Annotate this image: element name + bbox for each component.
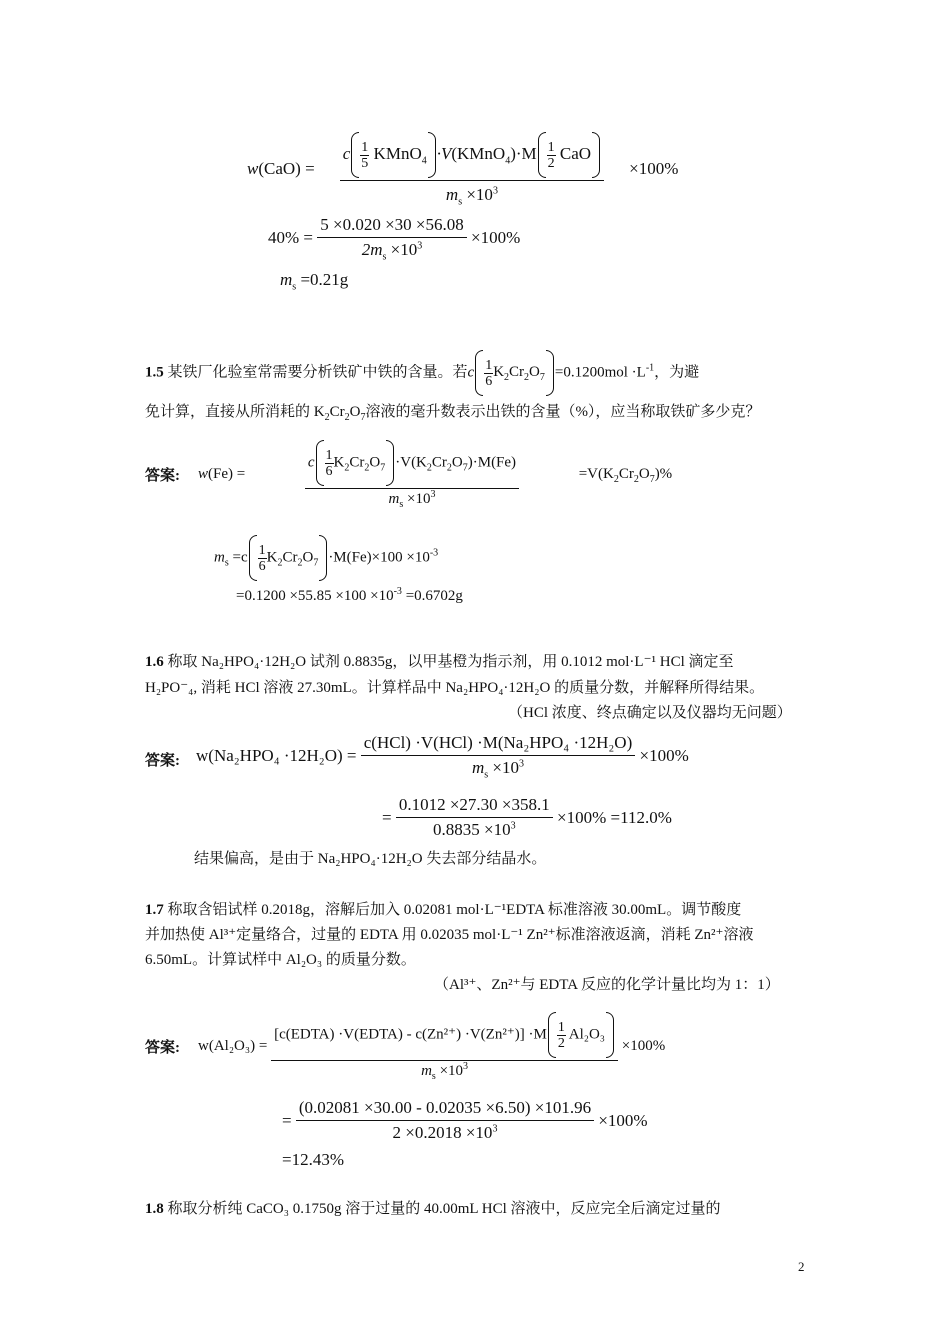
eq-al2o3-final: =12.43% — [282, 1150, 344, 1169]
eq-lhs: w(Fe) = — [198, 465, 246, 482]
eq-na2hpo4-result: = $\frac{0.1012 \times 27.30 \times 358.1}{0.8835 \times 10^3}$ ×100% =112.0% — [382, 795, 672, 839]
question-text: 称取 Na₂HPO₄·12H₂O 试剂 0.8835g，以甲基橙为指示剂，用 0.1012 mol·L⁻¹ HCl 滴定至 — [167, 654, 734, 670]
answer-label: 答案: — [145, 468, 180, 484]
eq-fraction: [c(EDTA) ·V(EDTA) - c(Zn²⁺) ·V(Zn²⁺)] ·M $\frac{1}{2}$ Al₂O₃ $m_s \times 10^3$ — [271, 1012, 618, 1080]
answer-label: 答案: — [145, 753, 180, 769]
frac-1-6: $\frac{1}{6}$ — [485, 357, 493, 389]
frac-1-5: $\frac{1}{5}$ — [361, 139, 369, 171]
var-m: )·M — [510, 143, 537, 163]
var-v: ·V — [436, 143, 452, 163]
eq-fraction: c $\frac{1}{6}$ $K_2Cr_2O_7 \cdot V(K_2Cr_2O_7)\cdot M(Fe)$ $m_s \times 10^3$ — [249, 440, 575, 508]
kmno4-label-b: (KMnO — [451, 143, 506, 163]
var-c: c — [342, 143, 351, 163]
eq-ms-fe-result: $=0.1200 \times 55.85 \times 100 \times 10^{-3} =0.6702g$ — [236, 586, 463, 604]
cao-label: CaO — [559, 143, 592, 163]
eq-lhs: w(Al₂O₃) = — [198, 1037, 268, 1054]
question-1-5-line2: 免计算，直接从所消耗的 $K_2Cr_2O_7$溶液的毫升数表示出铁的含量（%），应当称取铁矿多少克？ — [145, 404, 761, 423]
question-number: 1.8 — [145, 1201, 164, 1217]
question-1-7-note: （Al³⁺、Zn²⁺与 EDTA 反应的化学计量比均为 1：1） — [434, 977, 780, 993]
question-1-6-note: （HCl 浓度、终点确定以及仪器均无问题） — [508, 705, 792, 721]
question-1-7-line3: 6.50mL。计算试样中 Al₂O₃ 的质量分数。 — [145, 952, 416, 968]
question-1-7-line1 — [145, 900, 741, 920]
question-text: 某铁厂化验室常需要分析铁矿中铁的含量。若 — [167, 364, 468, 381]
eq-al2o3-fraction: w(Al₂O₃) = [c(EDTA) ·V(EDTA) - c(Zn²⁺) ·V(Zn²⁺)] ·M $\frac{1}{2}$ Al₂O₃ $m_s \times 10^3$ ×100% — [198, 1012, 665, 1080]
question-1-7-line2: 并加热使 Al³⁺定量络合，过量的 EDTA 用 0.02035 mol·L⁻¹ Zn²⁺标准溶液返滴，消耗 Zn²⁺溶液 — [145, 927, 754, 943]
frac-1-2: $\frac{1}{2}$ — [547, 139, 555, 171]
eq-tail: ×100% — [629, 158, 679, 178]
eq-tail: ×100% — [639, 745, 689, 765]
eq-fraction: $\frac{\text{c(HCl) ·V(HCl) ·M(Na₂HPO₄ ·12H₂O)}}{m_s \times 10^3}$ — [361, 733, 635, 778]
eq-cao-mass-fraction — [247, 132, 679, 208]
question-number: 1.7 — [145, 902, 164, 918]
eq-ms-fe: $m_s =c$ $\frac{1}{6}$ $K_2Cr_2O_7 \cdot M(Fe)\times 100 \times 10^{-3}$ — [214, 535, 438, 581]
eq-ms-result: $m_s =0.21g$ — [280, 270, 349, 293]
eq-na2hpo4-fraction — [196, 733, 689, 781]
page-number: 2 — [798, 1259, 805, 1274]
kmno4-label: KMnO — [373, 143, 422, 163]
question-text: 称取含铝试样 0.2018g，溶解后加入 0.02081 mol·L⁻¹EDTA 标准溶液 30.00mL。调节酸度 — [167, 902, 742, 918]
question-text: 称取分析纯 CaCO₃ 0.1750g 溶于过量的 40.00mL HCl 溶液中，反应完全后滴定过量的 — [167, 1201, 721, 1217]
answer-label: 答案: — [145, 1040, 180, 1056]
question-1-5-line1: 1.5 某铁厂化验室常需要分析铁矿中铁的含量。若c $\frac{1}{6}$ $K_2Cr_2O_7 =0.1200mol \cdot L^{-1}$，为避 — [145, 350, 699, 396]
question-1-6-line2: H₂PO⁻₄, 消耗 HCl 溶液 27.30mL。计算样品中 Na₂HPO₄·12H₂O 的质量分数，并解释所得结果。 — [145, 680, 765, 696]
eq-40-percent — [268, 215, 521, 263]
conclusion-text: 结果偏高，是由于 Na₂HPO₄·12H₂O 失去部分结晶水。 — [194, 851, 547, 867]
question-1-6-line1 — [145, 652, 734, 672]
eq-fe-mass-fraction: w(Fe) = c $\frac{1}{6}$ $K_2Cr_2O_7 \cdot V(K_2Cr_2O_7)\cdot M(Fe)$ $m_s \times 10^3$ $=V(K_2Cr_2O_7)\%$ — [198, 440, 672, 508]
question-number: 1.5 — [145, 364, 164, 381]
eq-al2o3-result: = $\frac{(0.02081 \times 30.00 - 0.02035 \times 6.50) \times 101.96}{2 \times 0.2018 \times 10^3}$ ×100% — [282, 1098, 648, 1142]
eq-tail: ×100% — [471, 227, 521, 247]
question-number: 1.6 — [145, 654, 164, 670]
eq-fraction: $\frac{5 \times 0.020 \times 30 \times 56.08}{2m_s \times 10^3}$ — [317, 215, 467, 260]
eq-fraction: c $\frac{1}{5}$ KMnO$_4$ ·V(KMnO$_4$)·M $\frac{1}{2}$ CaO $m_s \times 10^3$ — [319, 132, 625, 205]
eq-lhs: 40% = — [268, 227, 313, 247]
eq-lhs: w(CaO) = — [247, 158, 315, 178]
question-1-8-line1 — [145, 1199, 721, 1219]
eq-lhs: w(Na₂HPO₄ ·12H₂O) = — [196, 745, 357, 765]
